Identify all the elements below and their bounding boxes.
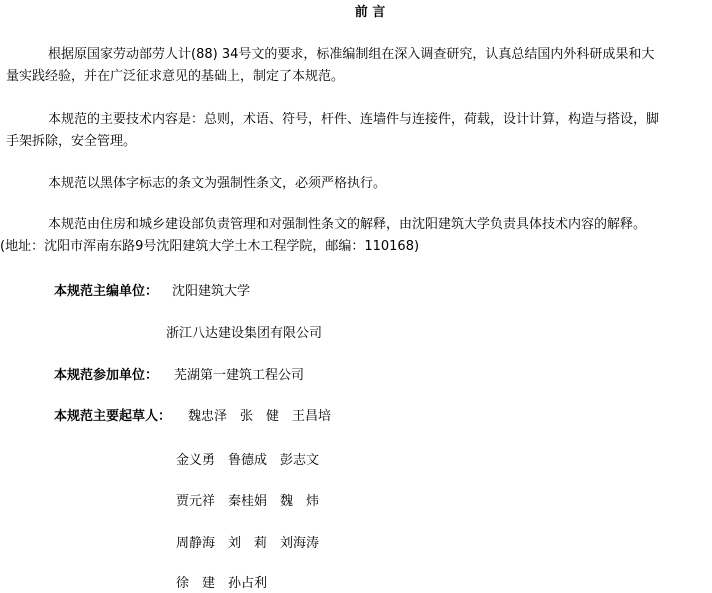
drafters-row-3: 贾元祥 秦桂娟 魏 炜: [176, 494, 320, 509]
paragraph-2-line-1: 本规范的主要技术内容是：总则，术语、符号，杆件、连墙件与连接件，荷载，设计计算，构造与搭设，脚: [48, 112, 660, 127]
paragraph-4-line-2: (地址：沈阳市浑南东路9号沈阳建筑大学土木工程学院，邮编：110168): [0, 239, 420, 254]
chief-unit-label: 本规范主编单位：: [54, 284, 159, 299]
chief-unit-value-1: 沈阳建筑大学: [172, 284, 251, 299]
participating-unit-label: 本规范参加单位：: [54, 368, 159, 383]
drafters-label: 本规范主要起草人：: [54, 409, 172, 424]
paragraph-2-line-2: 手架拆除，安全管理。: [6, 134, 137, 149]
drafters-row-1: 魏忠泽 张 健 王昌培: [188, 409, 332, 424]
participating-unit-value: 芜湖第一建筑工程公司: [174, 368, 305, 383]
paragraph-1-line-2: 量实践经验，并在广泛征求意见的基础上，制定了本规范。: [6, 69, 345, 84]
drafters-row-4: 周静海 刘 莉 刘海涛: [176, 536, 320, 551]
paragraph-1-line-1: 根据原国家劳动部劳人计(88) 34号文的要求，标准编制组在深入调查研究，认真总结国内外科研成果和大: [48, 47, 655, 62]
drafters-row-2: 金义勇 鲁德成 彭志文: [176, 453, 320, 468]
drafters-row-5: 徐 建 孙占利: [176, 576, 268, 591]
chief-unit-value-2: 浙江八达建设集团有限公司: [166, 326, 323, 341]
page-title: 前 言: [354, 5, 386, 20]
paragraph-3-line-1: 本规范以黑体字标志的条文为强制性条文，必须严格执行。: [48, 176, 387, 191]
paragraph-4-line-1: 本规范由住房和城乡建设部负责管理和对强制性条文的解释，由沈阳建筑大学负责具体技术内容的解释。: [48, 217, 647, 232]
